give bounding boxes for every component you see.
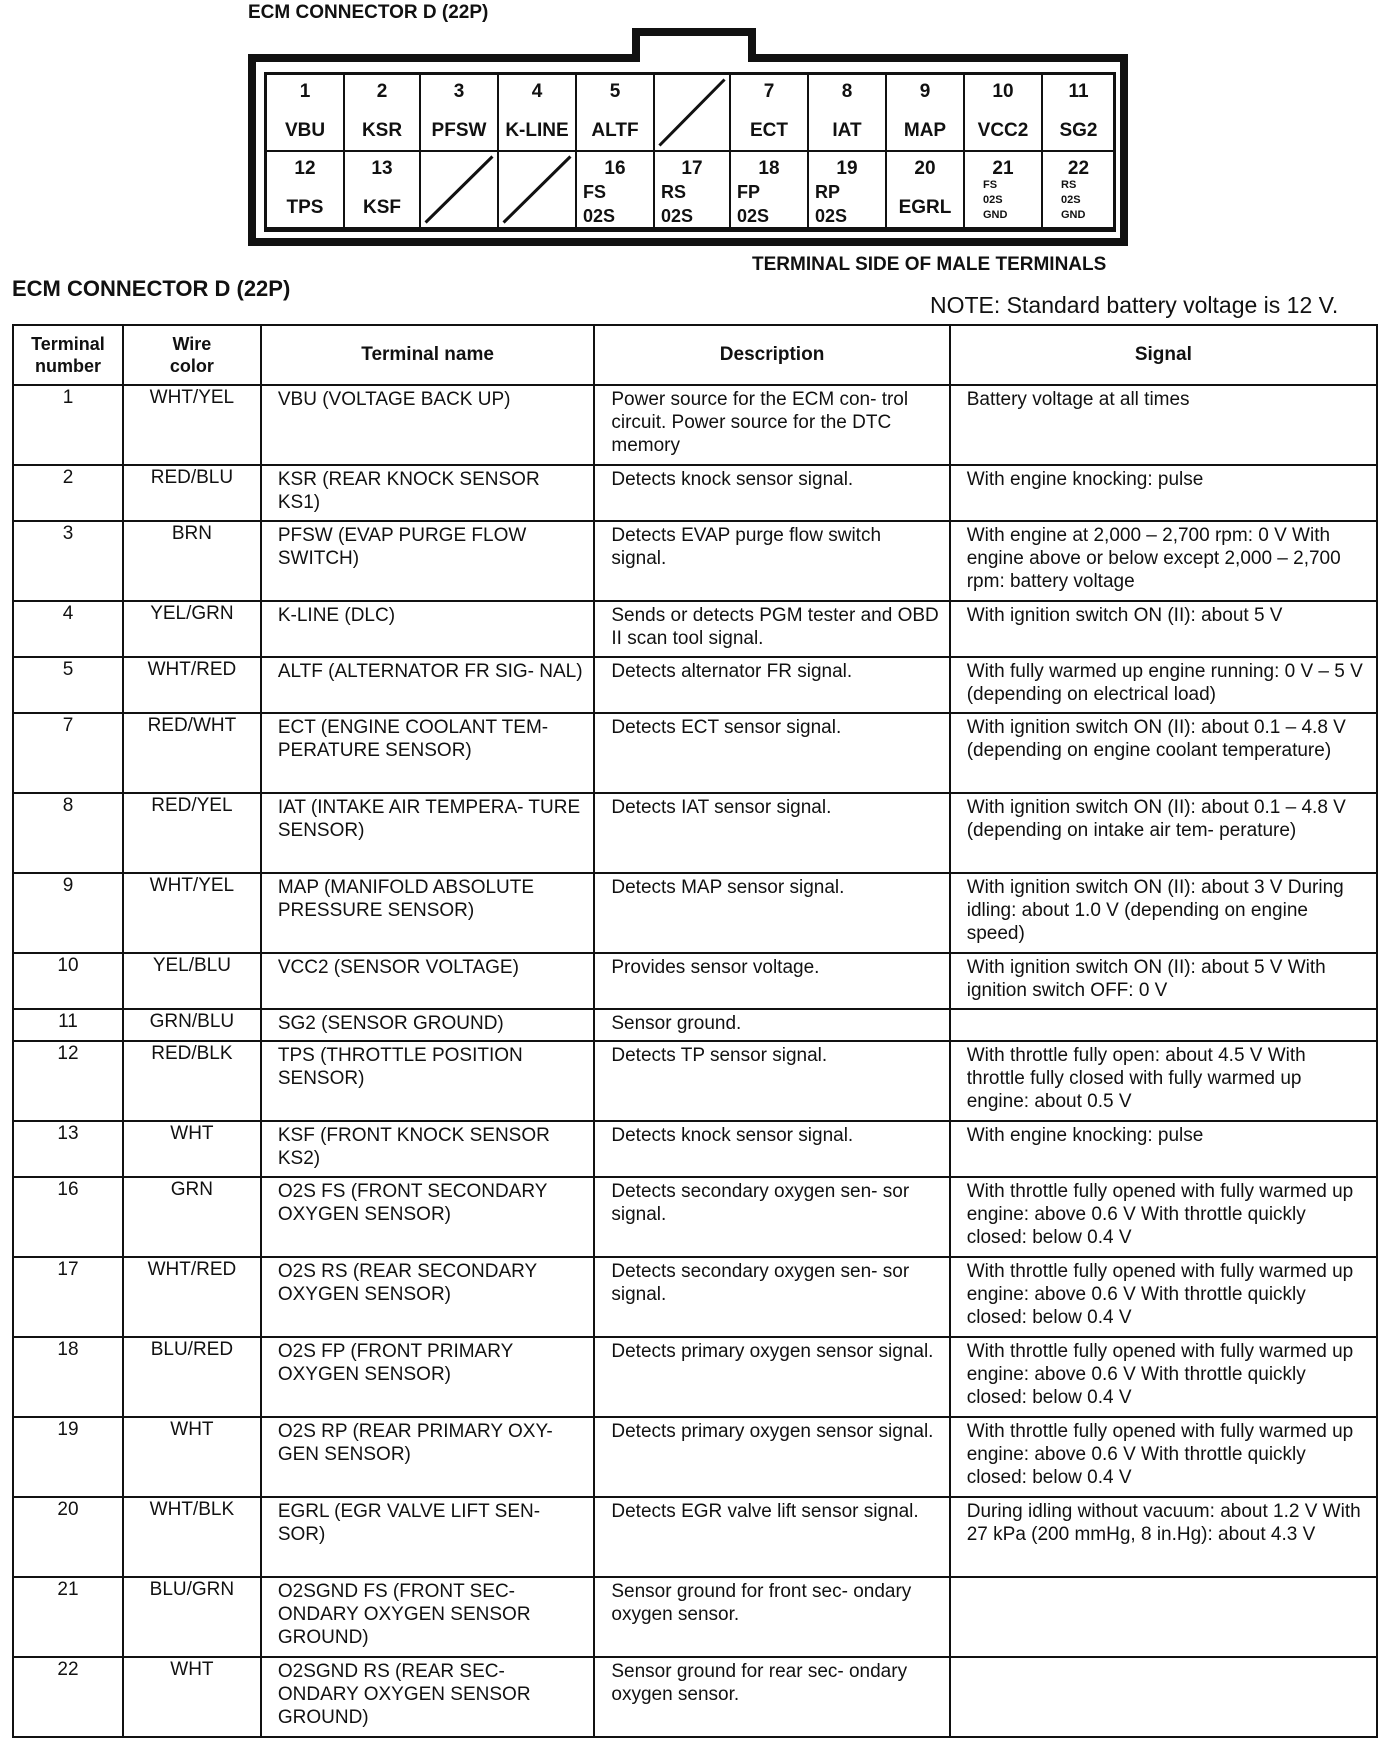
pin-label: FS 02S: [583, 182, 616, 226]
signal-cell: With throttle fully opened with fully warmed up engine: above 0.6 V With throttle quickly closed: below 0.4 V: [950, 1417, 1377, 1497]
wire-color-cell: GRN/BLU: [123, 1009, 261, 1041]
table-header-row: [13, 325, 1377, 385]
pin-number: 17: [681, 158, 703, 179]
pin-number: 10: [992, 81, 1014, 102]
description-cell: Sensor ground.: [594, 1009, 949, 1041]
table-row: [13, 465, 1377, 521]
terminal-number-cell: 4: [13, 601, 123, 657]
wire-color-cell: RED/WHT: [123, 713, 261, 793]
terminal-number-cell: 19: [13, 1417, 123, 1497]
connector-pin-7: [731, 75, 809, 152]
pin-label: FS 02S GND: [983, 179, 1008, 221]
signal-cell: With throttle fully opened with fully warmed up engine: above 0.6 V With throttle quickly closed: below 0.4 V: [950, 1177, 1377, 1257]
terminal-number-cell: 1: [13, 385, 123, 465]
terminal-number-cell: 10: [13, 953, 123, 1009]
description-cell: Detects TP sensor signal.: [594, 1041, 949, 1121]
terminal-name-cell: O2S FP (FRONT PRIMARY OXYGEN SENSOR): [261, 1337, 595, 1417]
connector-pin-22: [1043, 152, 1116, 229]
pin-number: 22: [1067, 158, 1090, 179]
terminal-name-cell: O2S RS (REAR SECONDARY OXYGEN SENSOR): [261, 1257, 595, 1337]
signal-cell: With ignition switch ON (II): about 5 V: [950, 601, 1377, 657]
table-row: [13, 657, 1377, 713]
description-cell: Detects EGR valve lift sensor signal.: [594, 1497, 949, 1577]
pin-label: ECT: [750, 120, 788, 141]
connector-pin-11: [1043, 75, 1116, 152]
wire-color-cell: BLU/GRN: [123, 1577, 261, 1657]
connector-pin-empty: [499, 152, 577, 229]
table-row: [13, 1657, 1377, 1737]
description-cell: Detects IAT sensor signal.: [594, 793, 949, 873]
description-cell: Detects alternator FR signal.: [594, 657, 949, 713]
description-cell: Detects knock sensor signal.: [594, 1121, 949, 1177]
terminal-name-cell: IAT (INTAKE AIR TEMPERA- TURE SENSOR): [261, 793, 595, 873]
terminal-name-cell: MAP (MANIFOLD ABSOLUTE PRESSURE SENSOR): [261, 873, 595, 953]
terminal-name-cell: VCC2 (SENSOR VOLTAGE): [261, 953, 595, 1009]
pin-label: FP 02S: [737, 182, 770, 226]
wire-color-cell: WHT: [123, 1417, 261, 1497]
connector-pin-12: [267, 152, 345, 229]
pin-number: 18: [758, 158, 780, 179]
signal-cell: Battery voltage at all times: [950, 385, 1377, 465]
table-row: [13, 1009, 1377, 1041]
pin-label: RS 02S GND: [1061, 179, 1086, 221]
connector-key-opening: [640, 54, 748, 64]
terminal-number-cell: 18: [13, 1337, 123, 1417]
pin-number: 8: [841, 81, 853, 102]
pin-label: SG2: [1059, 120, 1098, 141]
description-cell: Detects primary oxygen sensor signal.: [594, 1337, 949, 1417]
signal-cell: With throttle fully open: about 4.5 V With throttle fully closed with fully warmed up engine: about 0.5 V: [950, 1041, 1377, 1121]
description-cell: Sends or detects PGM tester and OBD II scan tool signal.: [594, 601, 949, 657]
signal-cell: During idling without vacuum: about 1.2 V With 27 kPa (200 mmHg, 8 in.Hg): about 4.3 V: [950, 1497, 1377, 1577]
col-header-wire-color: Wire color: [123, 325, 261, 385]
terminal-number-cell: 13: [13, 1121, 123, 1177]
wire-color-cell: BLU/RED: [123, 1337, 261, 1417]
connector-pin-empty: [421, 152, 499, 229]
wire-color-cell: GRN: [123, 1177, 261, 1257]
col-header-terminal-number: Terminal number: [13, 325, 123, 385]
wire-color-cell: WHT/BLK: [123, 1497, 261, 1577]
terminal-number-cell: 17: [13, 1257, 123, 1337]
terminal-name-cell: O2S RP (REAR PRIMARY OXY- GEN SENSOR): [261, 1417, 595, 1497]
description-cell: Power source for the ECM con- trol circuit. Power source for the DTC memory: [594, 385, 949, 465]
terminal-number-cell: 22: [13, 1657, 123, 1737]
wire-color-cell: WHT/YEL: [123, 385, 261, 465]
pin-label: IAT: [832, 120, 862, 141]
terminal-number-cell: 7: [13, 713, 123, 793]
pin-label: EGRL: [898, 197, 952, 218]
wire-color-cell: WHT/RED: [123, 1257, 261, 1337]
col-header-signal: Signal: [950, 325, 1377, 385]
connector-pin-20: [887, 152, 965, 229]
terminal-number-cell: 20: [13, 1497, 123, 1577]
terminal-number-cell: 2: [13, 465, 123, 521]
connector-pin-17: [655, 152, 731, 229]
terminal-number-cell: 21: [13, 1577, 123, 1657]
description-cell: Detects secondary oxygen sen- sor signal.: [594, 1177, 949, 1257]
description-cell: Sensor ground for front sec- ondary oxygen sensor.: [594, 1577, 949, 1657]
page-title: ECM CONNECTOR D (22P): [12, 276, 291, 301]
terminal-table: [12, 324, 1378, 1738]
terminal-number-cell: 12: [13, 1041, 123, 1121]
terminal-side-caption: TERMINAL SIDE OF MALE TERMINALS: [752, 254, 1107, 275]
signal-cell: [950, 1657, 1377, 1737]
signal-cell: With ignition switch ON (II): about 0.1 – 4.8 V (depending on engine coolant temperature): [950, 713, 1377, 793]
signal-cell: With ignition switch ON (II): about 0.1 – 4.8 V (depending on intake air tem- perature): [950, 793, 1377, 873]
pin-number: 19: [836, 158, 858, 179]
pin-number: 16: [604, 158, 626, 179]
connector-pin-3: [421, 75, 499, 152]
pin-label: K-LINE: [505, 120, 569, 141]
table-row: [13, 1497, 1377, 1577]
table-row: [13, 601, 1377, 657]
pin-number: 4: [531, 81, 543, 102]
pin-label: KSR: [361, 120, 403, 141]
table-row: [13, 953, 1377, 1009]
table-row: [13, 1121, 1377, 1177]
connector-pin-9: [887, 75, 965, 152]
connector-pin-13: [345, 152, 421, 229]
description-cell: Detects MAP sensor signal.: [594, 873, 949, 953]
pin-number: 13: [371, 158, 393, 179]
description-cell: Provides sensor voltage.: [594, 953, 949, 1009]
signal-cell: [950, 1009, 1377, 1041]
pin-label: VCC2: [977, 120, 1029, 141]
connector-pin-4: [499, 75, 577, 152]
table-row: [13, 1257, 1377, 1337]
wire-color-cell: BRN: [123, 521, 261, 601]
pin-number: 9: [919, 81, 931, 102]
connector-pin-16: [577, 152, 655, 229]
pin-number: 21: [992, 158, 1014, 179]
pin-number: 12: [294, 158, 316, 179]
connector-pin-18: [731, 152, 809, 229]
connector-pin-10: [965, 75, 1043, 152]
pin-number: 1: [299, 81, 311, 102]
pin-label: VBU: [284, 120, 326, 141]
pin-label: RS 02S: [661, 182, 694, 226]
description-cell: Detects secondary oxygen sen- sor signal.: [594, 1257, 949, 1337]
pin-label: TPS: [286, 197, 324, 218]
terminal-name-cell: KSR (REAR KNOCK SENSOR KS1): [261, 465, 595, 521]
signal-cell: With throttle fully opened with fully warmed up engine: above 0.6 V With throttle quickly closed: below 0.4 V: [950, 1257, 1377, 1337]
table-row: [13, 873, 1377, 953]
signal-cell: With ignition switch ON (II): about 5 V With ignition switch OFF: 0 V: [950, 953, 1377, 1009]
terminal-name-cell: K-LINE (DLC): [261, 601, 595, 657]
pin-number: 11: [1068, 81, 1089, 102]
description-cell: Sensor ground for rear sec- ondary oxygen sensor.: [594, 1657, 949, 1737]
terminal-name-cell: O2SGND FS (FRONT SEC- ONDARY OXYGEN SENSOR GROUND): [261, 1577, 595, 1657]
description-cell: Detects EVAP purge flow switch signal.: [594, 521, 949, 601]
wire-color-cell: RED/BLU: [123, 465, 261, 521]
wire-color-cell: WHT/YEL: [123, 873, 261, 953]
signal-cell: With ignition switch ON (II): about 3 V During idling: about 1.0 V (depending on engine speed): [950, 873, 1377, 953]
signal-cell: With fully warmed up engine running: 0 V – 5 V (depending on electrical load): [950, 657, 1377, 713]
battery-voltage-note: NOTE: Standard battery voltage is 12 V.: [930, 292, 1339, 318]
terminal-number-cell: 5: [13, 657, 123, 713]
table-row: [13, 1041, 1377, 1121]
terminal-number-cell: 3: [13, 521, 123, 601]
terminal-name-cell: O2SGND RS (REAR SEC- ONDARY OXYGEN SENSOR GROUND): [261, 1657, 595, 1737]
terminal-number-cell: 8: [13, 793, 123, 873]
wire-color-cell: WHT/RED: [123, 657, 261, 713]
signal-cell: With engine knocking: pulse: [950, 1121, 1377, 1177]
pin-number: 3: [453, 81, 465, 102]
wire-color-cell: WHT: [123, 1121, 261, 1177]
col-header-terminal-name: Terminal name: [261, 325, 595, 385]
connector-pin-empty: [655, 75, 731, 152]
pin-number: 7: [763, 81, 775, 102]
description-cell: Detects ECT sensor signal.: [594, 713, 949, 793]
pin-label: RP 02S: [815, 182, 848, 226]
terminal-name-cell: KSF (FRONT KNOCK SENSOR KS2): [261, 1121, 595, 1177]
pin-label: KSF: [363, 197, 401, 218]
table-row: [13, 385, 1377, 465]
pin-label: ALTF: [591, 120, 639, 141]
connector-pin-grid: [264, 72, 1116, 232]
table-row: [13, 793, 1377, 873]
terminal-name-cell: O2S FS (FRONT SECONDARY OXYGEN SENSOR): [261, 1177, 595, 1257]
terminal-number-cell: 16: [13, 1177, 123, 1257]
wire-color-cell: YEL/GRN: [123, 601, 261, 657]
pin-label: MAP: [903, 120, 947, 141]
terminal-name-cell: PFSW (EVAP PURGE FLOW SWITCH): [261, 521, 595, 601]
connector-pin-2: [345, 75, 421, 152]
terminal-name-cell: SG2 (SENSOR GROUND): [261, 1009, 595, 1041]
wire-color-cell: RED/YEL: [123, 793, 261, 873]
pin-label: PFSW: [431, 120, 487, 141]
connector-pin-5: [577, 75, 655, 152]
connector-diagram-title: ECM CONNECTOR D (22P): [248, 2, 489, 23]
pin-number: 5: [609, 81, 621, 102]
table-row: [13, 1337, 1377, 1417]
connector-pin-21: [965, 152, 1043, 229]
terminal-number-cell: 9: [13, 873, 123, 953]
table-row: [13, 1577, 1377, 1657]
terminal-number-cell: 11: [13, 1009, 123, 1041]
terminal-name-cell: ECT (ENGINE COOLANT TEM- PERATURE SENSOR): [261, 713, 595, 793]
pin-number: 20: [914, 158, 936, 179]
signal-cell: With engine knocking: pulse: [950, 465, 1377, 521]
pin-number: 2: [376, 81, 388, 102]
terminal-name-cell: ALTF (ALTERNATOR FR SIG- NAL): [261, 657, 595, 713]
description-cell: Detects knock sensor signal.: [594, 465, 949, 521]
wire-color-cell: RED/BLK: [123, 1041, 261, 1121]
signal-cell: [950, 1577, 1377, 1657]
terminal-name-cell: TPS (THROTTLE POSITION SENSOR): [261, 1041, 595, 1121]
wire-color-cell: WHT: [123, 1657, 261, 1737]
col-header-description: Description: [594, 325, 949, 385]
table-row: [13, 521, 1377, 601]
connector-pin-1: [267, 75, 345, 152]
description-cell: Detects primary oxygen sensor signal.: [594, 1417, 949, 1497]
signal-cell: With throttle fully opened with fully warmed up engine: above 0.6 V With throttle quickly closed: below 0.4 V: [950, 1337, 1377, 1417]
wire-color-cell: YEL/BLU: [123, 953, 261, 1009]
connector-pin-19: [809, 152, 887, 229]
table-row: [13, 1417, 1377, 1497]
table-row: [13, 1177, 1377, 1257]
terminal-name-cell: EGRL (EGR VALVE LIFT SEN- SOR): [261, 1497, 595, 1577]
table-row: [13, 713, 1377, 793]
terminal-name-cell: VBU (VOLTAGE BACK UP): [261, 385, 595, 465]
connector-pin-8: [809, 75, 887, 152]
signal-cell: With engine at 2,000 – 2,700 rpm: 0 V With engine above or below except 2,000 – 2,700 rpm: battery voltage: [950, 521, 1377, 601]
